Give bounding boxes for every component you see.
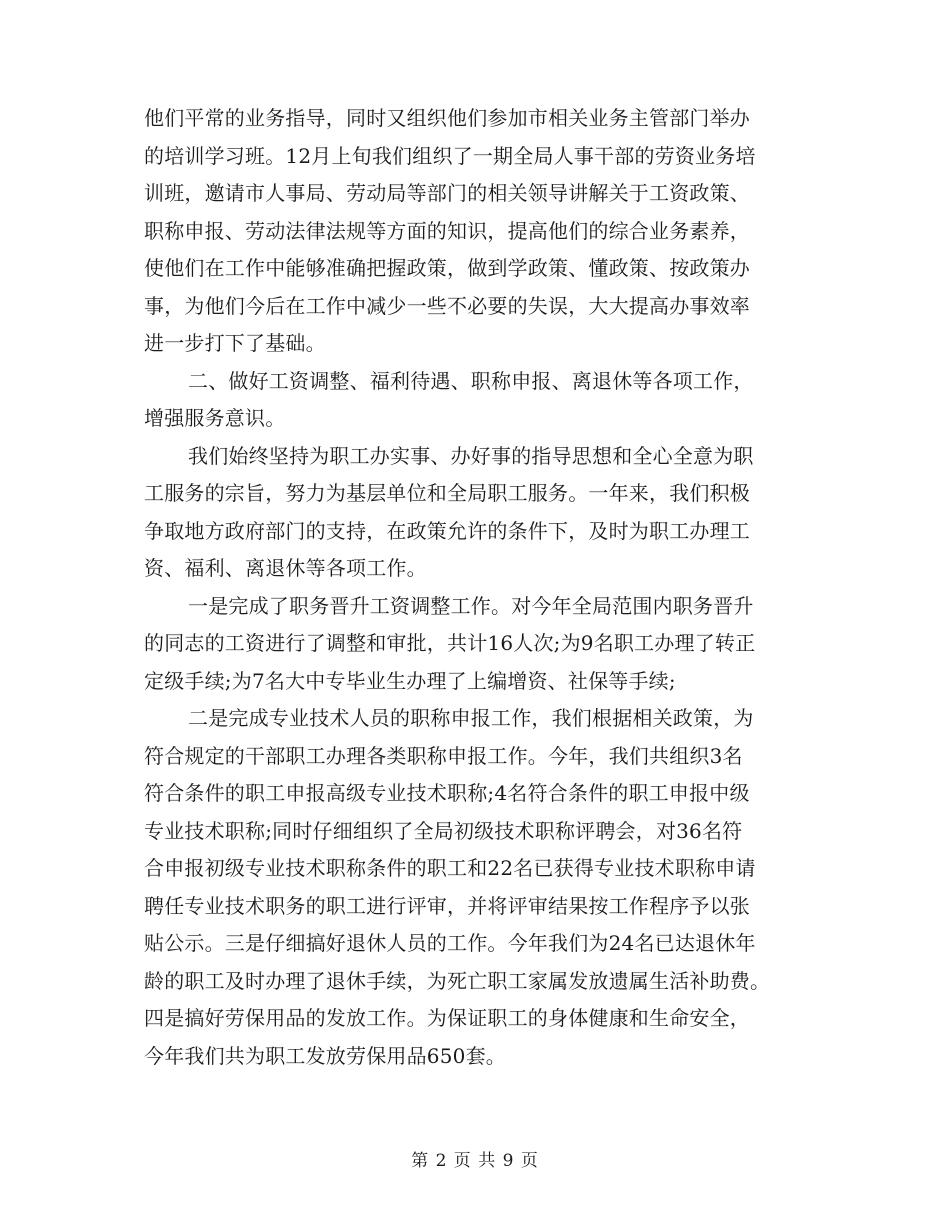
text-line: 二是完成专业技术人员的职称申报工作，我们根据相关政策，为 (188, 706, 754, 730)
page-number-footer: 第 2 页 共 9 页 (411, 1151, 539, 1171)
text-line: 专业技术职称;同时仔细组织了全局初级技术职称评聘会，对36名符 (144, 818, 743, 843)
text-line: 龄的职工及时办理了退休手续，为死亡职工家属发放遗属生活补助费。 (144, 968, 771, 993)
text-line: 工服务的宗旨，努力为基层单位和全局职工服务。一年来，我们积极 (144, 481, 750, 505)
paragraph-service (144, 438, 816, 588)
paragraph-training (144, 100, 816, 363)
text-line: 符合规定的干部职工办理各类职称申报工作。今年，我们共组织3名 (144, 743, 743, 768)
text-line: 争取地方政府部门的支持，在政策允许的条件下，及时为职工办理工 (144, 518, 750, 543)
text-line: 进一步打下了基础。 (144, 331, 326, 355)
paragraph-salary-adjustment (144, 588, 816, 701)
text-line: 符合条件的职工申报高级专业技术职称;4名符合条件的职工申报中级 (144, 781, 750, 805)
text-line: 四是搞好劳保用品的发放工作。为保证职工的身体健康和生命安全， (144, 1006, 750, 1030)
text-line: 合申报初级专业技术职称条件的职工和22名已获得专业技术职称申请 (144, 856, 756, 880)
text-line: 的培训学习班。12月上旬我们组织了一期全局人事干部的劳资业务培 (144, 143, 756, 168)
text-line: 今年我们共为职工发放劳保用品650套。 (144, 1043, 506, 1068)
text-line: 职称申报、劳动法律法规等方面的知识，提高他们的综合业务素养， (144, 218, 750, 243)
text-line: 定级手续;为7名大中专毕业生办理了上编增资、社保等手续; (144, 668, 676, 693)
heading-line: 增强服务意识。 (144, 406, 286, 430)
text-line: 聘任专业技术职务的职工进行评审，并将评审结果按工作程序予以张 (144, 893, 750, 918)
section-heading-two (144, 363, 816, 438)
text-line: 他们平常的业务指导，同时又组织他们参加市相关业务主管部门举办 (144, 106, 750, 130)
text-line: 使他们在工作中能够准确把握政策，做到学政策、懂政策、按政策办 (144, 256, 750, 280)
text-line: 的同志的工资进行了调整和审批，共计16人次;为9名职工办理了转正 (144, 631, 756, 655)
paragraph-title-application (144, 700, 816, 1075)
text-line: 训班，邀请市人事局、劳动局等部门的相关领导讲解关于工资政策、 (144, 181, 750, 205)
text-line: 资、福利、离退休等各项工作。 (144, 556, 427, 580)
document-body (144, 100, 816, 1075)
text-line: 事，为他们今后在工作中减少一些不必要的失误，大大提高办事效率 (144, 293, 750, 318)
text-line: 我们始终坚持为职工办实事、办好事的指导思想和全心全意为职 (188, 443, 754, 468)
text-line: 一是完成了职务晋升工资调整工作。对今年全局范围内职务晋升 (188, 593, 754, 618)
heading-line: 二、做好工资调整、福利待遇、职称申报、离退休等各项工作， (188, 368, 754, 393)
text-line: 贴公示。三是仔细搞好退休人员的工作。今年我们为24名已达退休年 (144, 931, 756, 955)
